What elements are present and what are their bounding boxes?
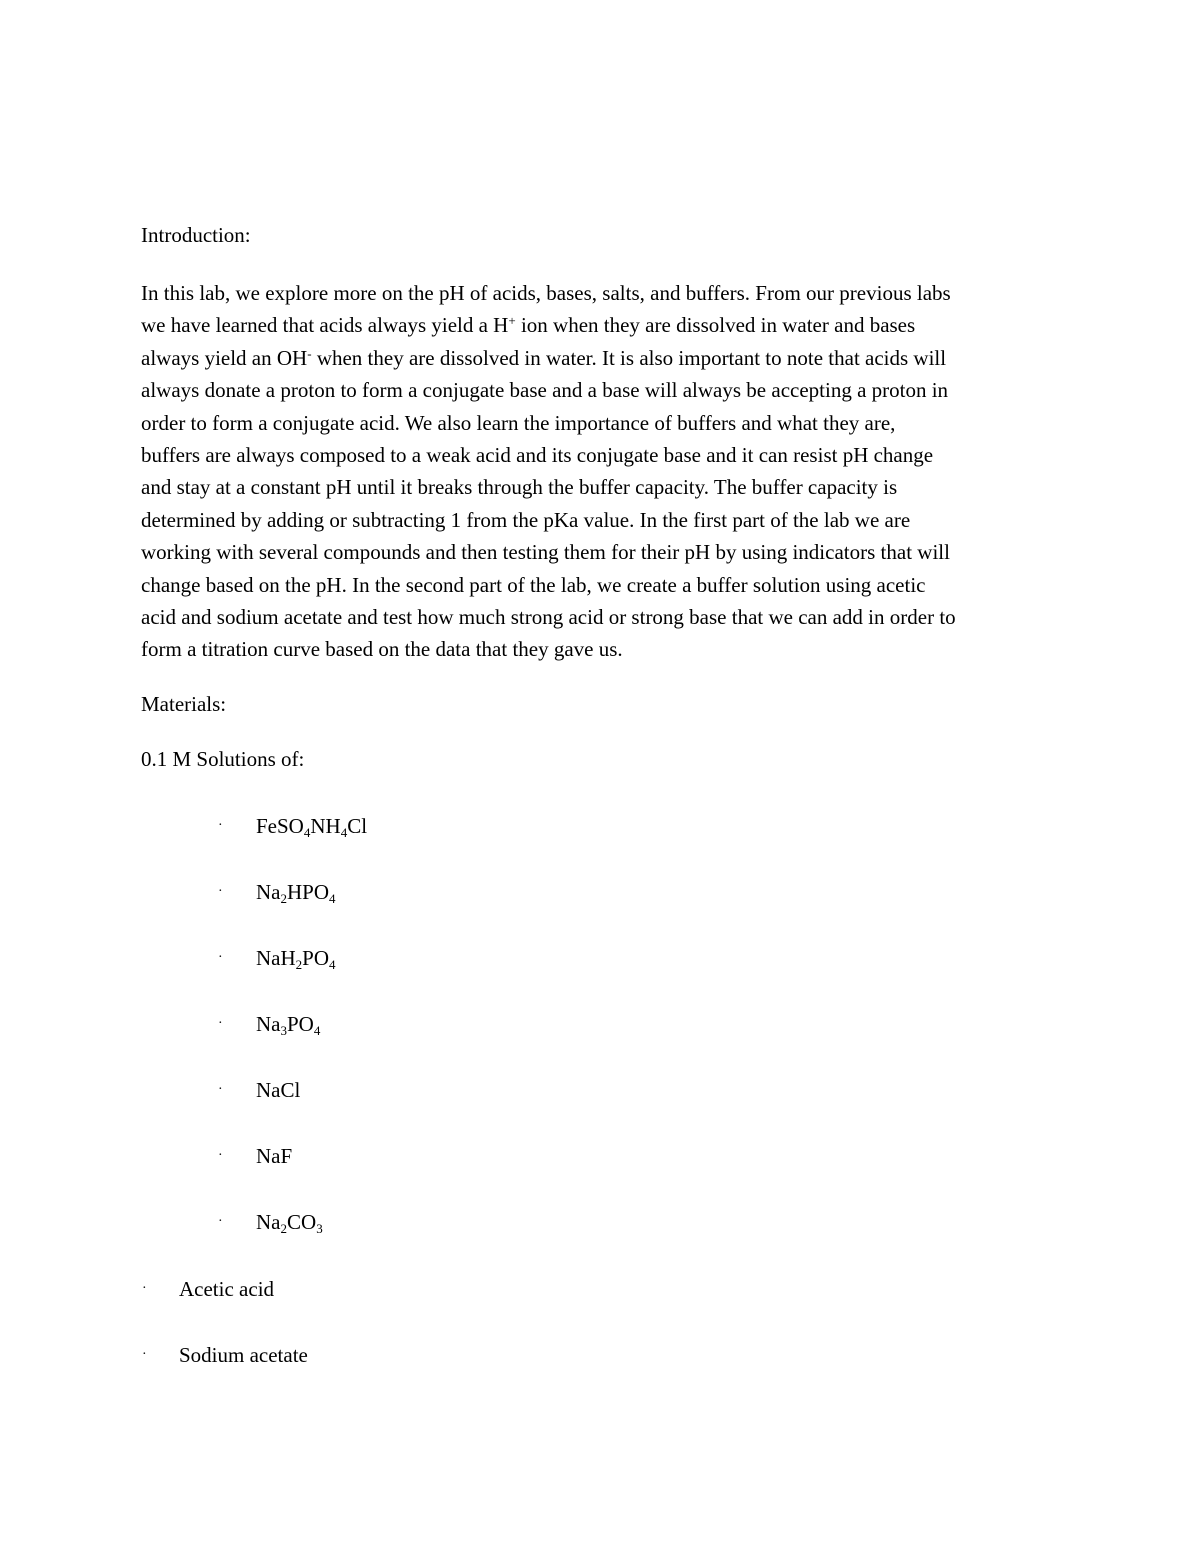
- chemical-formula: [256, 1011, 320, 1037]
- text-segment: HPO: [287, 880, 330, 904]
- text-segment: buffers are always composed to a weak acid and its conjugate base and it can resist pH change: [141, 442, 934, 467]
- text-segment: working with several compounds and then testing them for their pH by using indicators that will: [141, 540, 950, 565]
- chemical-formula: [256, 1077, 300, 1103]
- text-segment: In this lab, we explore more on the pH of acids, bases, salts, and buffers. From our previous labs: [141, 281, 951, 305]
- text-segment: acid and sodium acetate and test how much strong acid or strong base that we can add in order to: [141, 604, 956, 629]
- text-segment: NH: [310, 814, 341, 838]
- introduction-heading: Introduction:: [141, 223, 251, 247]
- solution-list-item: [0, 1143, 1200, 1173]
- materials-heading: Materials:: [141, 692, 227, 716]
- bullet-dot: ·: [218, 818, 223, 833]
- bullet-dot: ·: [142, 1347, 147, 1362]
- material-label: Acetic acid: [179, 1277, 275, 1301]
- chemical-formula: [256, 813, 367, 839]
- solution-list-item: [0, 1077, 1200, 1107]
- text-segment: always donate a proton to form a conjugate base and a base will always be accepting a proton in: [141, 378, 949, 403]
- text-segment: CO: [287, 1210, 317, 1234]
- text-segment: Na: [256, 1210, 281, 1234]
- paragraph-line: [141, 473, 1071, 505]
- subscript: 2: [295, 957, 303, 972]
- bullet-dot: ·: [142, 1281, 147, 1296]
- paragraph-line: [141, 538, 1071, 570]
- chemical-formula: [256, 1143, 292, 1169]
- bullet-dot: ·: [218, 1082, 223, 1097]
- text-segment: form a titration curve based on the data that they gave us.: [141, 637, 623, 662]
- text-segment: Na: [256, 880, 281, 904]
- subscript: 3: [316, 1221, 323, 1236]
- text-segment: NaH: [256, 946, 296, 970]
- text-segment: PO: [302, 946, 330, 970]
- solution-list-item: [0, 1209, 1200, 1239]
- subscript: 4: [340, 825, 348, 840]
- text-segment: always yield an OH: [141, 345, 308, 370]
- material-list-item: [0, 1276, 1200, 1306]
- introduction-paragraph: [141, 279, 1071, 668]
- solution-list-item: [0, 879, 1200, 909]
- subscript: 4: [313, 1023, 321, 1038]
- text-segment: FeSO: [256, 814, 304, 838]
- bullet-dot: ·: [218, 950, 223, 965]
- solution-list-item: [0, 813, 1200, 843]
- text-segment: Na: [256, 1012, 281, 1036]
- text-segment: PO: [287, 1012, 314, 1036]
- text-segment: and stay at a constant pH until it breaks through the buffer capacity. The buffer capacity is: [141, 475, 898, 500]
- superscript: +: [508, 313, 516, 329]
- paragraph-line: [141, 311, 1071, 343]
- solution-list-item: [0, 1011, 1200, 1041]
- subscript: 4: [303, 825, 311, 840]
- subscript: 2: [280, 1221, 287, 1236]
- paragraph-line: [141, 571, 1071, 603]
- superscript: -: [307, 345, 312, 361]
- subscript: 4: [329, 957, 336, 972]
- text-segment: we have learned that acids always yield a H: [141, 313, 509, 338]
- paragraph-line: [141, 279, 1071, 311]
- solutions-heading: 0.1 M Solutions of:: [141, 747, 305, 771]
- paragraph-line: [141, 441, 1071, 473]
- text-segment: NaF: [256, 1144, 293, 1168]
- subscript: 2: [280, 891, 287, 906]
- text-segment: Cl: [347, 814, 368, 838]
- paragraph-line: [141, 506, 1071, 538]
- material-list-item: [0, 1342, 1200, 1372]
- bullet-dot: ·: [218, 884, 223, 899]
- text-segment: order to form a conjugate acid. We also learn the importance of buffers and what they are,: [141, 410, 896, 435]
- text-segment: NaCl: [256, 1078, 301, 1102]
- subscript: 3: [280, 1023, 287, 1038]
- paragraph-line: [141, 376, 1071, 408]
- paragraph-line: [141, 409, 1071, 441]
- text-segment: change based on the pH. In the second part of the lab, we create a buffer solution using acetic: [141, 572, 926, 597]
- bullet-dot: ·: [218, 1016, 223, 1031]
- bullet-dot: ·: [218, 1214, 223, 1229]
- paragraph-line: [141, 635, 1071, 667]
- chemical-formula: [256, 879, 336, 905]
- chemical-formula: [256, 945, 336, 971]
- subscript: 4: [329, 891, 336, 906]
- text-segment: ion when they are dissolved in water and bases: [515, 313, 916, 338]
- chemical-formula: [256, 1209, 323, 1235]
- text-segment: when they are dissolved in water. It is also important to note that acids will: [311, 345, 947, 370]
- bullet-dot: ·: [218, 1148, 223, 1163]
- material-label: Sodium acetate: [179, 1343, 308, 1367]
- paragraph-line: [141, 603, 1071, 635]
- solution-list-item: [0, 945, 1200, 975]
- text-segment: determined by adding or subtracting 1 from the pKa value. In the first part of the lab we are: [141, 507, 911, 532]
- paragraph-line: [141, 344, 1071, 376]
